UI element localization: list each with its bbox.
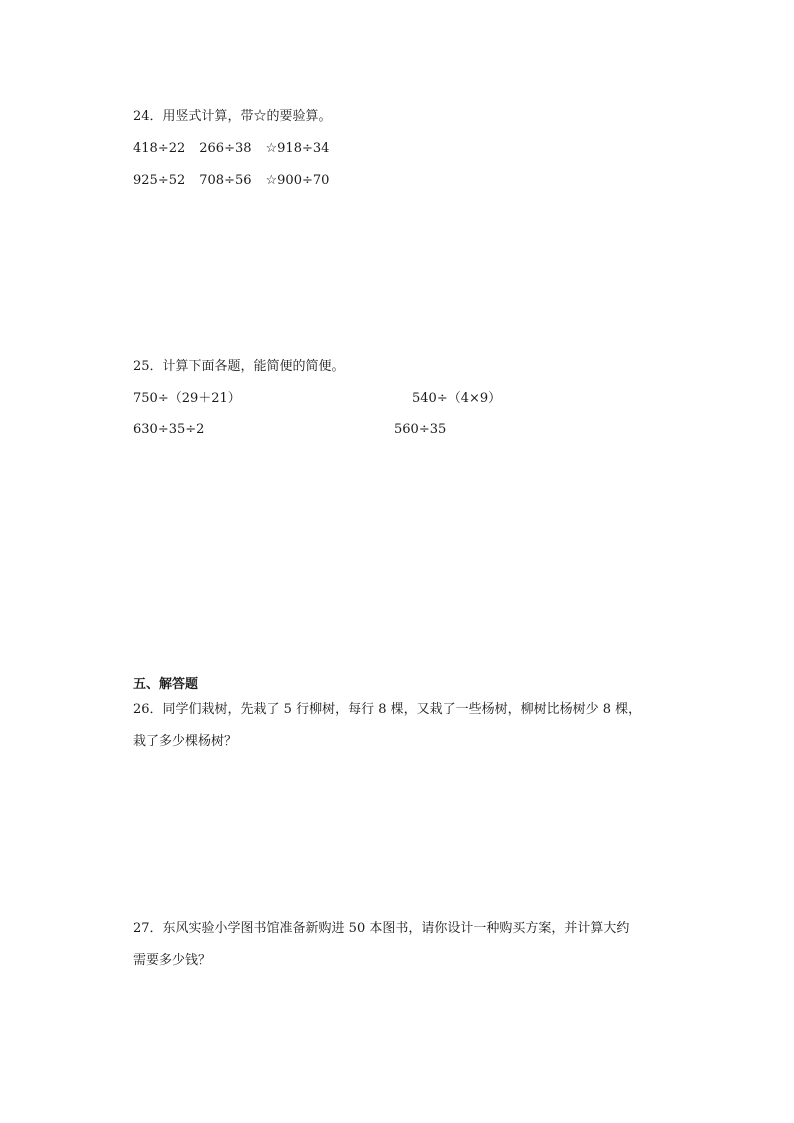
expression: 560÷35: [394, 422, 447, 437]
question-24-title: 24．用竖式计算，带☆的要验算。: [133, 109, 332, 124]
expression: 925÷52: [133, 173, 186, 188]
question-24-row-1: [133, 140, 329, 158]
expression: ☆900÷70: [265, 173, 330, 188]
question-27-line-1: 27．东风实验小学图书馆准备新购进 50 本图书，请你设计一种购买方案，并计算大约: [133, 921, 630, 936]
expression: ☆918÷34: [265, 141, 330, 156]
expression: 418÷22: [133, 141, 186, 156]
question-26-line-2: 栽了多少棵杨树？: [133, 734, 238, 749]
question-25-title: 25．计算下面各题，能简便的简便。: [133, 359, 345, 374]
question-24-row-2: [133, 172, 329, 190]
expression: 266÷38: [199, 141, 252, 156]
section-title: 五、解答题: [133, 677, 199, 692]
expression: 630÷35÷2: [133, 422, 205, 437]
question-27-line-2: 需要多少钱？: [133, 953, 212, 968]
expression: 708÷56: [199, 173, 252, 188]
question-26-line-1: 26．同学们栽树，先栽了 5 行柳树，每行 8 棵，又栽了一些杨树，柳树比杨树少 8 棵，: [133, 702, 642, 717]
expression: 540÷（4×9）: [412, 391, 502, 406]
expression: 750÷（29＋21）: [133, 391, 241, 406]
